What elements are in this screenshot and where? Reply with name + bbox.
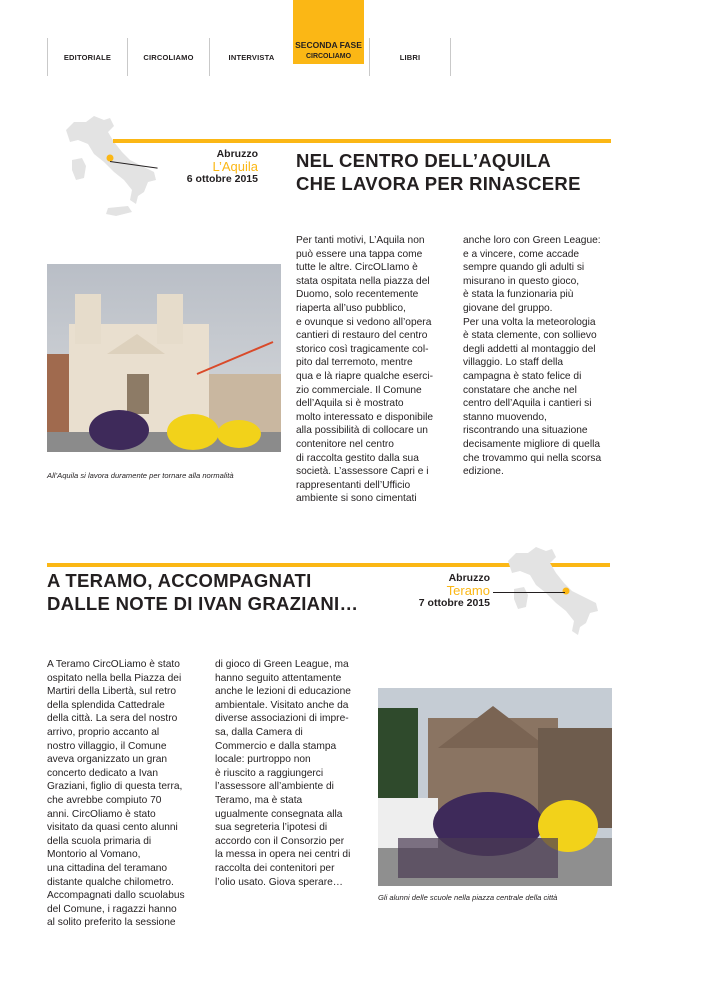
headline-line-1: NEL CENTRO DELL’AQUILA bbox=[296, 150, 551, 171]
nav-label: INTERVISTA bbox=[228, 53, 275, 62]
nav-active-sublabel: CIRCOLIAMO bbox=[305, 53, 352, 60]
photo-laquila-duomo bbox=[47, 264, 281, 452]
article-column-1: Per tanti motivi, L’Aquila non può essere una tappa come tutte le altre. CircOLIamo è stata ospitata nella piazza del Duomo, solo recentemente riaperta all’uso pubblico, e ovunque si vedono all’opera cantieri di restauro del centro storico così tragicamente col- pito dal terremoto, mentre qua e là riapre qualche eserci- zio commerciale. Il Comune dell’Aquila si è mostrato molto interessato e disponibile alla possibilità di collocare un contenitore nel centro di raccolta gestito dalla sua società. L’assessore Capri e i rappresentanti dell’Ufficio ambiente si sono cimentati bbox=[296, 235, 434, 505]
location-region: Abruzzo bbox=[448, 572, 490, 584]
nav-tab-circoliamo[interactable] bbox=[127, 38, 209, 76]
map-pointer-line bbox=[493, 592, 565, 593]
headline-line-2: CHE LAVORA PER RINASCERE bbox=[296, 173, 581, 194]
location-region: Abruzzo bbox=[216, 148, 258, 160]
italy-map-icon bbox=[500, 543, 610, 643]
location-date: 7 ottobre 2015 bbox=[418, 597, 490, 609]
nav-tab-intervista[interactable] bbox=[209, 38, 293, 76]
photo-caption: Gli alunni delle scuole nella piazza centrale della città bbox=[378, 893, 558, 902]
article-headline bbox=[296, 149, 616, 195]
nav-label: LIBRI bbox=[399, 53, 421, 62]
nav-tab-libri[interactable] bbox=[369, 38, 450, 76]
headline-line-2: DALLE NOTE DI IVAN GRAZIANI… bbox=[47, 593, 359, 614]
photo-teramo-piazza bbox=[378, 688, 612, 886]
headline-line-1: A TERAMO, ACCOMPAGNATI bbox=[47, 570, 312, 591]
article-column-1: A Teramo CircOLiamo è stato ospitato nella bella Piazza dei Martiri della Libertà, sul retro della splendida Cattedrale della città. La sera del nostro arrivo, proprio accanto al nostro villaggio, il Comune aveva organizzato un gran concerto dedicato a Ivan Graziani, figlio di questa terra, che avrebbe compiuto 70 anni. CircOliamo è stato visitato da quasi cento alunni della scuola primaria di Montorio al Vomano, una cittadina del teramano distante qualche chilometro. Accompagnati dallo scuolabus del Comune, i ragazzi hanno al solito preferito la sessione bbox=[47, 659, 185, 929]
section-rule bbox=[113, 139, 611, 143]
location-block bbox=[110, 148, 258, 185]
nav-active-label: SECONDA FASE bbox=[295, 40, 362, 50]
location-city: L’Aquila bbox=[212, 159, 258, 174]
location-block bbox=[390, 572, 490, 609]
article-column-2: anche loro con Green League: e a vincere, come accade sempre quando gli adulti si misurano in questo gioco, è stata la funzionaria più giovane del gruppo. Per una volta la meteorologia è stata clemente, con sollievo degli addetti al montaggio del villaggio. Lo staff della campagna è stato felice di constatare che anche nel centro dell’Aquila i cantieri si stanno muovendo, riscontrando una situazione decisamente migliore di quella che trovammo qui nella scorsa edizione. bbox=[463, 235, 602, 478]
nav-tab-seconda-fase[interactable] bbox=[293, 0, 364, 64]
photo-caption: All’Aquila si lavora duramente per tornare alla normalità bbox=[47, 471, 234, 480]
article-headline bbox=[47, 569, 387, 615]
location-marker bbox=[563, 588, 570, 595]
location-city: Teramo bbox=[446, 583, 490, 598]
nav-label: EDITORIALE bbox=[63, 53, 112, 62]
article-column-2: di gioco di Green League, ma hanno seguito attentamente anche le lezioni di educazione ambientale. Visitato anche da diverse associazioni di impre- sa, dalla Camera di Commercio e dalla stampa locale: purtroppo non è riuscito a raggiungerci l’assessore all’ambiente di Teramo, ma è stata ugualmente consegnata alla sua segreteria l’ipotesi di accordo con il Consorzio per la messa in opera nei centri di raccolta dei contenitori per l’olio usato. Giova sperare… bbox=[215, 659, 351, 888]
location-date: 6 ottobre 2015 bbox=[186, 173, 258, 185]
nav-tab-editoriale[interactable] bbox=[47, 38, 127, 76]
nav-divider bbox=[450, 38, 451, 76]
nav-label: CIRCOLIAMO bbox=[143, 53, 194, 62]
